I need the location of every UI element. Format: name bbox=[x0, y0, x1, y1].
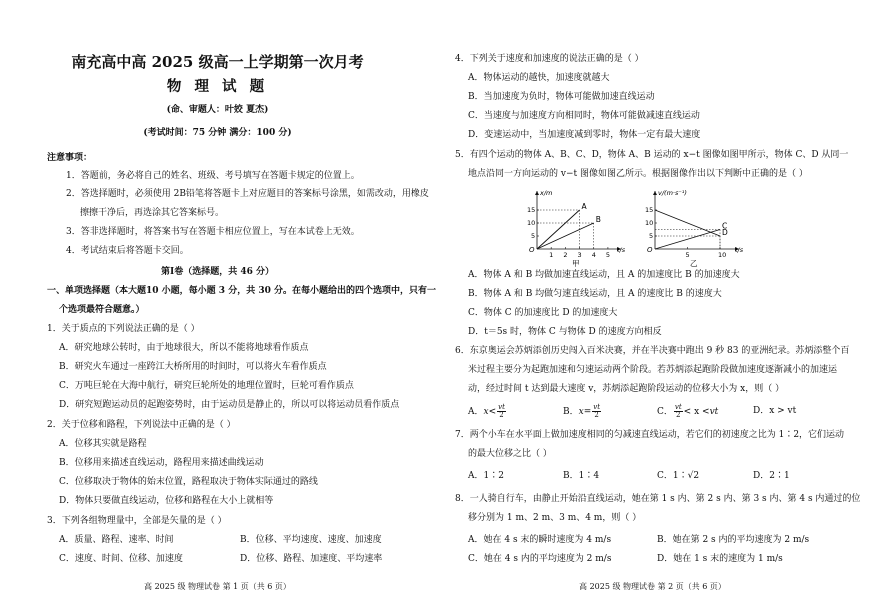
chart0-x-tick-label-2: 3 bbox=[577, 251, 582, 259]
q2-option-b: B．位移用来描述直线运动，路程用来描述曲线运动 bbox=[59, 458, 264, 468]
q6-c-den: 2 bbox=[676, 411, 681, 419]
q2-stem: 2．关于位移和路程，下列说法中正确的是（ ） bbox=[47, 420, 236, 430]
chart0-y-label: x/m bbox=[540, 189, 553, 197]
note-2-cont: 擦擦干净后，再选涂其它答案标号。 bbox=[80, 208, 225, 218]
q1-option-d: D．研究短跑运动员的起跑姿势时，由于运动员是静止的，所以可以将运动员看作质点 bbox=[59, 400, 400, 410]
q2-option-a: A．位移其实就是路程 bbox=[59, 439, 147, 449]
q8-option-b: B．她在第 2 s 内的平均速度为 2 m/s bbox=[657, 535, 810, 545]
exam-info: (考试时间：75 分钟 满分：100 分) bbox=[143, 128, 292, 138]
q6-b-var: x bbox=[578, 407, 584, 417]
q3-option-a: A．质量、路程、速率、时间 bbox=[59, 535, 174, 545]
q3-option-d: D．位移、路程、加速度、平均速率 bbox=[240, 554, 383, 564]
authors: (命、审题人：叶姣 夏杰) bbox=[166, 105, 269, 115]
part1-title: 第Ⅰ卷（选择题，共 46 分） bbox=[160, 267, 274, 277]
chart-vt-graph bbox=[633, 187, 763, 269]
chart1-series-d-label: D bbox=[722, 228, 728, 237]
q1-option-b: B．研究火车通过一座跨江大桥所用的时间时，可以将火车看作质点 bbox=[59, 362, 327, 372]
notes-title: 注意事项： bbox=[47, 153, 93, 163]
chart1-y-tick-label-1: 10 bbox=[645, 219, 654, 227]
q8-option-c: C．她在 4 s 内的平均速度为 2 m/s bbox=[468, 554, 612, 564]
chart1-series-d-line bbox=[655, 210, 720, 236]
chart0-y-tick-label-0: 5 bbox=[531, 232, 536, 240]
q8-option-a: A．她在 4 s 末的瞬时速度为 4 m/s bbox=[468, 535, 612, 545]
q1-option-c: C．万吨巨轮在大海中航行，研究巨轮所处的地理位置时，巨轮可看作质点 bbox=[59, 381, 354, 391]
q7-option-d: D．2∶1 bbox=[753, 471, 790, 481]
chart0-y-arrow bbox=[535, 191, 539, 195]
chart1-origin-label: O bbox=[647, 246, 653, 254]
q6-c-num: vt bbox=[674, 403, 682, 411]
q5-stem-line1: 5．有四个运动的物体 A、B、C、D，物体 A、B 运动的 x−t 图像如图甲所示，物体 C、D 从同一 bbox=[455, 150, 849, 160]
chart1-x-tick-label-0: 5 bbox=[685, 251, 690, 259]
q6-a-var: x bbox=[483, 407, 489, 417]
q6-a-fraction bbox=[497, 404, 506, 419]
q3-stem: 3．下列各组物理量中，全部是矢量的是（ ） bbox=[47, 516, 227, 526]
footer-page-1: 高 2025 级 物理试卷 第 1 页（共 6 页） bbox=[144, 582, 291, 591]
chart0-caption: 甲 bbox=[572, 259, 580, 268]
q6-option-d: D．x > vt bbox=[753, 406, 797, 416]
chart1-x-tick-label-1: 10 bbox=[718, 251, 727, 259]
q6-c-tail: vt bbox=[709, 407, 719, 417]
q5-option-d: D．t＝5s 时，物体 C 与物体 D 的速度方向相反 bbox=[468, 327, 662, 337]
note-3: 3．答非选择题时，将答案书写在答题卡相应位置上，写在本试卷上无效。 bbox=[66, 227, 360, 237]
q8-line1: 8．一人骑自行车，由静止开始沿直线运动，她在第 1 s 内、第 2 s 内、第 3 s 内、第 4 s 内通过的位 bbox=[455, 494, 861, 504]
q8-option-d: D．她在 1 s 末的速度为 1 m/s bbox=[657, 554, 783, 564]
q6-b-num: vt bbox=[593, 403, 601, 411]
exam-subject: 物 理 试 题 bbox=[166, 78, 269, 95]
q4-option-d: D．变速运动中，当加速度减到零时，物体一定有最大速度 bbox=[468, 130, 701, 140]
q6-b-rel: = bbox=[583, 407, 592, 417]
q6-a-label: A． bbox=[468, 407, 484, 417]
chart1-caption: 乙 bbox=[690, 259, 698, 268]
chart1-series-c-label: C bbox=[722, 221, 728, 231]
q7-option-b: B．1∶4 bbox=[563, 471, 600, 481]
q6-option-c bbox=[657, 404, 718, 419]
chart0-y-tick-label-2: 15 bbox=[527, 206, 536, 214]
chart0-x-tick-label-4: 5 bbox=[605, 251, 611, 259]
chart1-y-label: v/(m·s⁻¹) bbox=[658, 189, 687, 197]
q2-option-c: C．位移取决于物体的始末位置，路程取决于物体实际通过的路线 bbox=[59, 477, 318, 487]
chart-xt-graph bbox=[515, 187, 645, 269]
chart1-y-tick-label-2: 15 bbox=[645, 206, 654, 214]
chart0-series-a-line bbox=[537, 210, 580, 249]
q6-a-num: vt bbox=[498, 403, 505, 411]
q6-b-den: 2 bbox=[594, 411, 599, 419]
q7-line2: 的最大位移之比（ ） bbox=[468, 449, 552, 459]
q8-line2: 移分别为 1 m、2 m、3 m、4 m，则（ ） bbox=[468, 513, 642, 523]
q6-line2: 米过程主要分为起跑加速和匀速运动两个阶段。若苏炳添起跑阶段做加速度逐渐减小的加速运 bbox=[468, 365, 838, 375]
chart0-x-tick-label-1: 2 bbox=[563, 251, 568, 259]
chart0-series-a-label: A bbox=[581, 202, 587, 211]
q6-option-a bbox=[468, 404, 507, 419]
q3-option-c: C．速度、时间、位移、加速度 bbox=[59, 554, 183, 564]
q5-option-b: B．物体 A 和 B 均做匀速直线运动，且 A 的速度比 B 的速度大 bbox=[468, 289, 722, 299]
note-1: 1．答题前，务必将自己的姓名、班级、考号填写在答题卡规定的位置上。 bbox=[66, 171, 360, 181]
q4-option-a: A．物体运动的越快，加速度就越大 bbox=[468, 73, 610, 83]
section1-line1: 一、单项选择题（本大题10 小题，每小题 3 分，共 30 分。在每小题给出的四个选项中，只有一 bbox=[47, 286, 436, 296]
chart0-x-label: t/s bbox=[617, 246, 626, 254]
chart0-series-b-line bbox=[537, 223, 594, 249]
footer-page-2: 高 2025 级 物理试卷 第 2 页（共 6 页） bbox=[579, 582, 726, 591]
q7-option-c: C．1∶√2 bbox=[657, 471, 700, 481]
q4-stem: 4．下列关于速度和加速度的说法正确的是（ ） bbox=[455, 54, 644, 64]
q6-a-den: 2 bbox=[499, 411, 504, 419]
q1-stem: 1．关于质点的下列说法正确的是（ ） bbox=[47, 324, 200, 334]
q6-b-fraction bbox=[592, 404, 601, 419]
q4-option-b: B．当加速度为负时，物体可能做加速直线运动 bbox=[468, 92, 655, 102]
q6-c-rel: < x < bbox=[683, 407, 710, 417]
q3-option-b: B．位移、平均速度、速度、加速度 bbox=[240, 535, 382, 545]
q5-option-a: A．物体 A 和 B 均做加速直线运动，且 A 的加速度比 B 的加速度大 bbox=[468, 270, 740, 280]
note-2: 2．答选择题时，必须使用 2B铅笔将答题卡上对应题目的答案标号涂黑，如需改动，用橡皮 bbox=[66, 189, 429, 199]
chart1-y-arrow bbox=[653, 191, 657, 195]
chart0-x-tick-label-0: 1 bbox=[549, 251, 554, 259]
q6-b-label: B． bbox=[563, 407, 579, 417]
chart0-x-tick-label-3: 4 bbox=[591, 251, 596, 259]
q6-c-fraction bbox=[674, 404, 683, 419]
section1-line2: 个选项最符合题意。） bbox=[59, 305, 145, 315]
q4-option-c: C．当速度与加速度方向相同时，物体可能做减速直线运动 bbox=[468, 111, 700, 121]
q6-line1: 6．东京奥运会苏炳添创历史闯入百米决赛，并在半决赛中跑出 9 秒 83 的亚洲纪录。苏炳添整个百 bbox=[455, 346, 850, 356]
chart1-y-tick-label-0: 5 bbox=[649, 232, 654, 240]
chart0-y-tick-label-1: 10 bbox=[527, 219, 536, 227]
q6-c-label: C． bbox=[657, 407, 673, 417]
chart1-x-label: t/s bbox=[735, 246, 744, 254]
q2-option-d: D．物体只要做直线运动，位移和路程在大小上就相等 bbox=[59, 496, 274, 506]
chart0-series-b-label: B bbox=[595, 215, 601, 224]
q6-option-b bbox=[563, 404, 602, 419]
q7-line1: 7．两个小车在水平面上做加速度相同的匀减速直线运动，若它们的初速度之比为 1∶2，它们运动 bbox=[455, 430, 845, 440]
page-2 bbox=[435, 0, 870, 614]
exam-title: 南充高中高 2025 级高一上学期第一次月考 bbox=[71, 53, 364, 71]
q6-a-rel: < bbox=[488, 407, 497, 417]
q1-option-a: A．研究地球公转时，由于地球很大，所以不能将地球看作质点 bbox=[59, 343, 309, 353]
q5-option-c: C．物体 C 的加速度比 D 的加速度大 bbox=[468, 308, 618, 318]
q7-option-a: A．1∶2 bbox=[468, 471, 504, 481]
note-4: 4．考试结束后将答题卡交回。 bbox=[66, 246, 189, 256]
chart0-origin-label: O bbox=[529, 246, 535, 254]
q6-line3: 动，经过时间 t 达到最大速度 v，苏炳添起跑阶段运动的位移大小为 x，则（ ） bbox=[468, 384, 785, 394]
q5-stem-line2: 地点沿同一方向运动的 v−t 图像如图乙所示。根据图像作出以下判断中正确的是（ ） bbox=[468, 169, 808, 179]
